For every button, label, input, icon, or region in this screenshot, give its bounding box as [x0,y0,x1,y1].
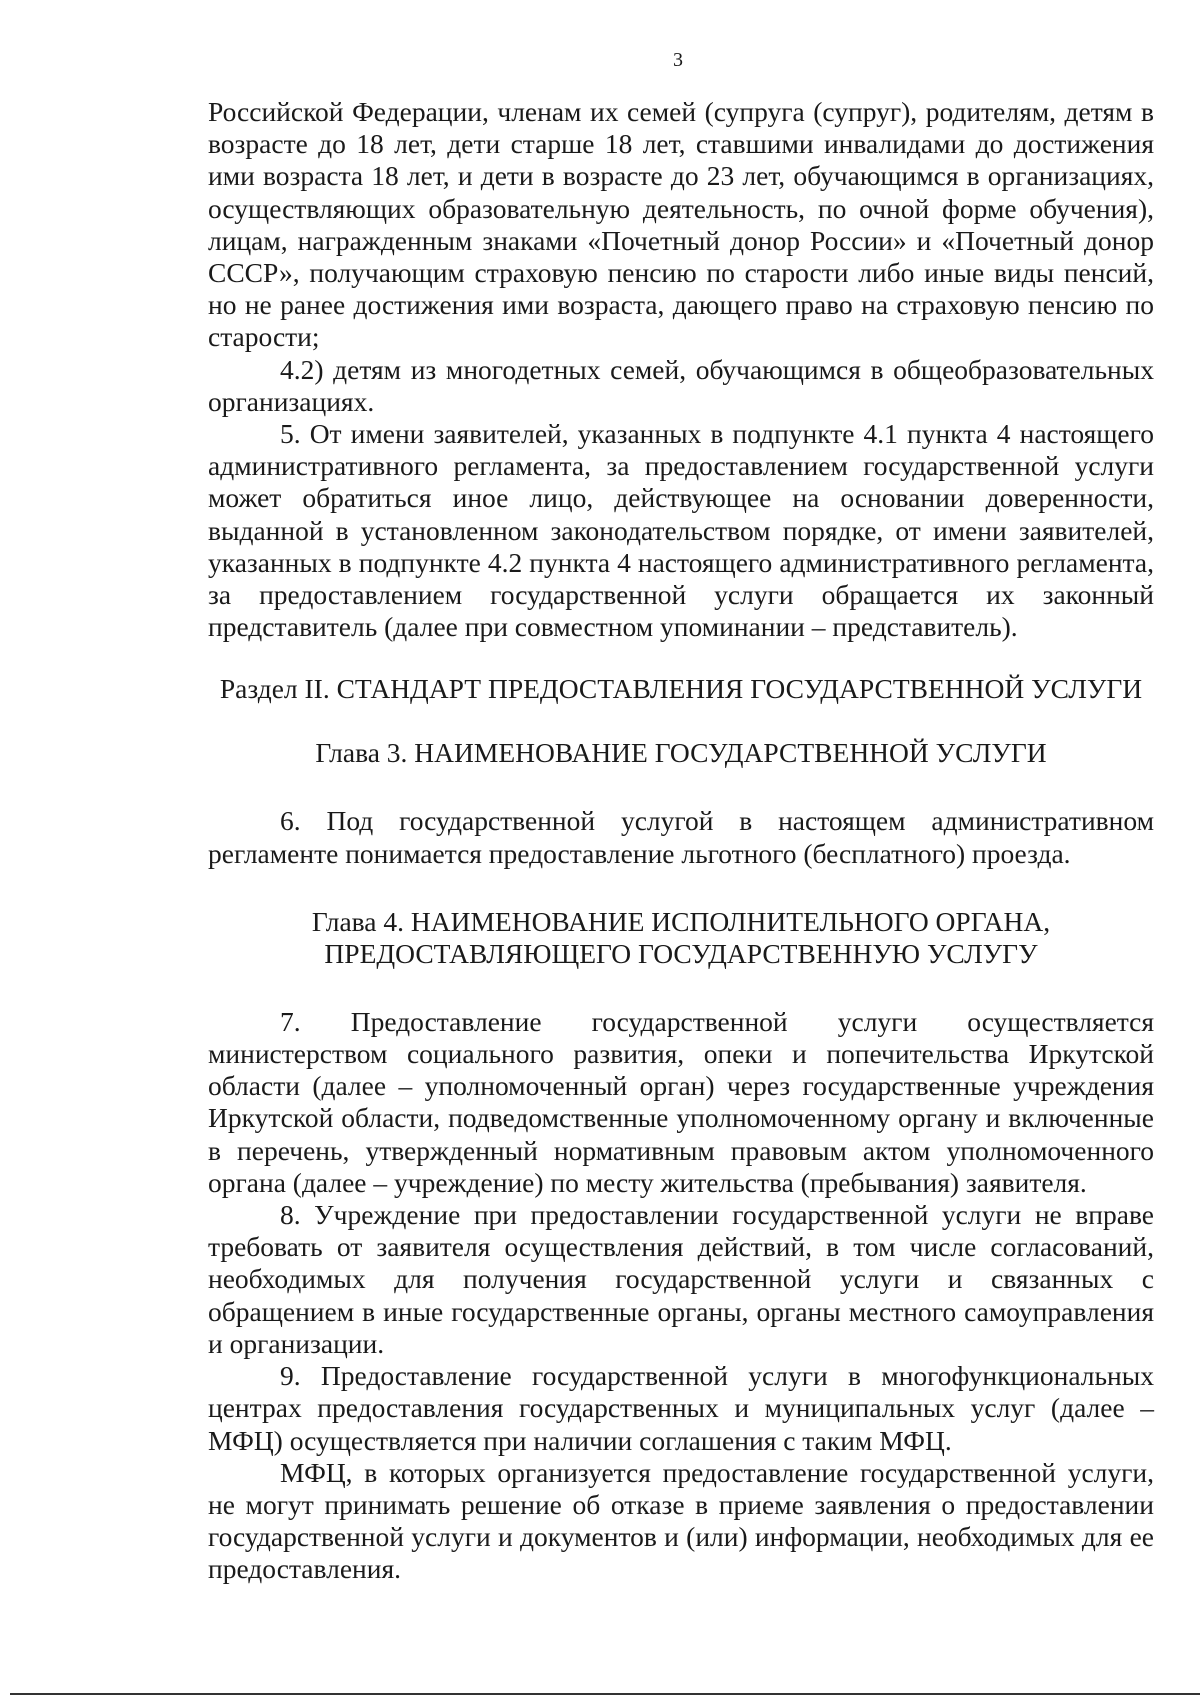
paragraph-6: 6. Под государственной услугой в настоящем административном регламенте понимается предоставление льготного (бесплатного) проезда. [208,805,1154,869]
chapter-4-heading-line-2: ПРЕДОСТАВЛЯЮЩЕГО ГОСУДАРСТВЕННУЮ УСЛУГУ [324,937,1038,969]
paragraph-7: 7. Предоставление государственной услуги осуществляется министерством социального развития, опеки и попечительства Иркутской области (далее – уполномоченный орган) через государственные учреждения Иркутской области, подведомственные уполномоченному органу и включенные в перечень, утвержденный нормативным правовым актом уполномоченного органа (далее – учреждение) по месту жительства (пребывания) заявителя. [208,1005,1154,1198]
page-number: 3 [673,49,683,71]
section-heading: Раздел II. СТАНДАРТ ПРЕДОСТАВЛЕНИЯ ГОСУДАРСТВЕННОЙ УСЛУГИ [219,673,1143,705]
page-bottom-divider [10,1693,1200,1695]
paragraph-mfc: МФЦ, в которых организуется предоставление государственной услуги, не могут принимать решение об отказе в приеме заявления о предоставлении государственной услуги и документов и (или) информации, необходимых для ее предоставления. [208,1456,1154,1585]
paragraph-5: 5. От имени заявителей, указанных в подпункте 4.1 пункта 4 настоящего административного регламента, за предоставлением государственной услуги может обратиться иное лицо, действующее на основании доверенности, выданной в установленном законодательством порядке, от имени заявителей, указанных в подпункте 4.2 пункта 4 настоящего административного регламента, за предоставлением государственной услуги обращается их законный представитель (далее при совместном упоминании – представитель). [208,418,1154,643]
chapter-4-heading-line-1: Глава 4. НАИМЕНОВАНИЕ ИСПОЛНИТЕЛЬНОГО ОРГАНА, [311,905,1051,937]
chapter-3-heading: Глава 3. НАИМЕНОВАНИЕ ГОСУДАРСТВЕННОЙ УСЛУГИ [315,737,1047,769]
paragraph-4-2: 4.2) детям из многодетных семей, обучающимся в общеобразовательных организациях. [208,353,1154,417]
paragraph-8: 8. Учреждение при предоставлении государственной услуги не вправе требовать от заявителя осуществления действий, в том числе согласований, необходимых для получения государственной услуги и связанных с обращением в иные государственные органы, органы местного самоуправления и организации. [208,1199,1154,1359]
paragraph-9: 9. Предоставление государственной услуги в многофункциональных центрах предоставления государственных и муниципальных услуг (далее – МФЦ) осуществляется при наличии соглашения с таким МФЦ. [208,1360,1154,1456]
document-body [208,96,1154,1586]
paragraph-4-1-continuation: Российской Федерации, членам их семей (супруга (супруг), родителям, детям в возрасте до 18 лет, дети старше 18 лет, ставшими инвалидами до достижения ими возраста 18 лет, и дети в возрасте до 23 лет, обучающимся в организациях, осуществляющих образовательную деятельность, по очной форме обучения), лицам, награжденным знаками «Почетный донор России» и «Почетный донор СССР», получающим страховую пенсию по старости либо иные виды пенсий, но не ранее достижения ими возраста, дающего право на страховую пенсию по старости; [208,96,1154,353]
